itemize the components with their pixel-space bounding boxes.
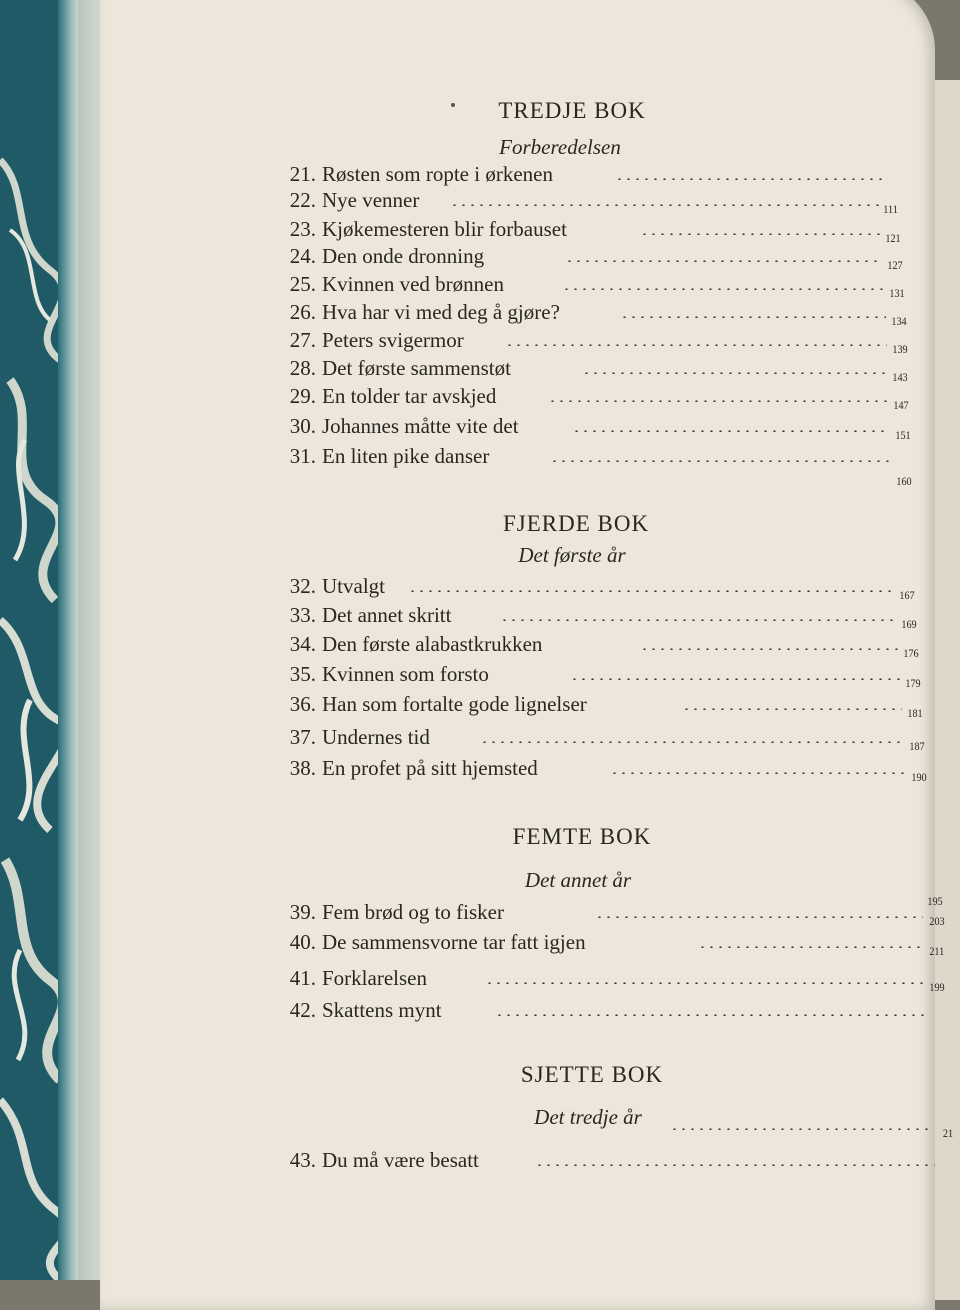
dot-leader [670, 1128, 934, 1130]
entry-number: 32. [289, 574, 316, 598]
dot-leader [572, 430, 890, 432]
dot-leader [698, 946, 924, 948]
dot-leader [535, 1164, 935, 1166]
entry-page: 139 [892, 342, 908, 356]
entry-title: Du må være besatt [322, 1148, 479, 1172]
entry-page: 121 [885, 231, 901, 245]
entry-title: Det første sammenstøt [322, 356, 511, 380]
entry-page: 134 [891, 314, 907, 328]
entry-page: 176 [903, 646, 919, 660]
entry-number: 33. [289, 603, 316, 627]
entry-title: Den første alabastkrukken [322, 632, 543, 656]
dot-leader [582, 372, 888, 374]
entry-number: 38. [289, 756, 316, 780]
entry-title: Den onde dronning [322, 244, 485, 268]
entry-number: 23. [289, 217, 316, 241]
entry-title: De sammensvorne tar fatt igjen [322, 930, 586, 954]
dot-leader [595, 916, 923, 918]
entry-page: 143 [892, 370, 908, 384]
section-heading: FEMTE BOK [512, 824, 652, 849]
entry-page: 195 [927, 894, 943, 908]
entry-number: 22. [289, 188, 316, 212]
entry-title: Peters svigermor [322, 328, 464, 352]
section-subheading: Forberedelsen [499, 135, 621, 159]
entry-title: Hva har vi med deg å gjøre? [322, 300, 560, 324]
dot-leader [408, 590, 894, 592]
entry-title: Johannes måtte vite det [322, 414, 519, 438]
entry-title: Utvalgt [322, 574, 385, 598]
dot-leader [570, 678, 900, 680]
entry-page: 190 [911, 770, 927, 784]
entry-page: 199 [929, 980, 945, 994]
dot-leader [640, 233, 880, 235]
entry-number: 25. [289, 272, 316, 296]
entry-page: 160 [896, 474, 912, 488]
entry-number: 37. [289, 725, 316, 749]
dot-leader [562, 288, 884, 290]
section-heading: SJETTE BOK [520, 1062, 664, 1087]
entry-number: 28. [289, 356, 316, 380]
entry-title: Han som fortalte gode lignelser [322, 692, 587, 716]
entry-number: 34. [289, 632, 316, 656]
dot-leader [495, 1014, 925, 1016]
entry-number: 31. [289, 444, 316, 468]
entry-page: 179 [905, 676, 921, 690]
section-heading: TREDJE BOK [498, 98, 646, 123]
page-speck [451, 103, 455, 107]
dot-leader [548, 400, 888, 402]
entry-page: 131 [889, 286, 905, 300]
entry-number: 39. [289, 900, 316, 924]
entry-title: En liten pike danser [322, 444, 490, 468]
entry-title: En tolder tar avskjed [322, 384, 497, 408]
entry-number: 36. [289, 692, 316, 716]
entry-title: Røsten som ropte i ørkenen [322, 162, 553, 186]
dot-leader [620, 316, 886, 318]
entry-title: Kvinnen som forsto [322, 662, 489, 686]
entry-page: 147 [893, 398, 909, 412]
entry-page: 167 [899, 588, 915, 602]
entry-page: 169 [901, 617, 917, 631]
entry-page: 21 [942, 1126, 954, 1140]
section-subheading: Det tredje år [534, 1105, 642, 1129]
dot-leader [485, 982, 923, 984]
dot-leader [615, 178, 885, 180]
section-subheading: Det første år [518, 543, 626, 567]
dot-leader [565, 260, 883, 262]
entry-number: 21. [289, 162, 316, 186]
entry-number: 30. [289, 414, 316, 438]
entry-title: Nye venner [322, 188, 420, 212]
entry-number: 24. [289, 244, 316, 268]
entry-page: 111 [883, 202, 898, 216]
entry-number: 26. [289, 300, 316, 324]
entry-page: 181 [907, 706, 923, 720]
entry-page: 203 [929, 914, 945, 928]
section-subheading: Det annet år [524, 868, 632, 892]
entry-page: 127 [887, 258, 903, 272]
entry-number: 27. [289, 328, 316, 352]
entry-number: 40. [289, 930, 316, 954]
dot-leader [640, 648, 898, 650]
entry-page: 151 [895, 428, 911, 442]
dot-leader [610, 772, 906, 774]
entry-number: 42. [289, 998, 316, 1022]
dot-leader [450, 204, 880, 206]
dot-leader [505, 344, 887, 346]
entry-title: Forklarelsen [322, 966, 427, 990]
entry-title: Kvinnen ved brønnen [322, 272, 504, 296]
dot-leader [550, 460, 890, 462]
entry-number: 43. [289, 1148, 316, 1172]
dot-leader [500, 619, 896, 621]
section-heading: FJERDE BOK [502, 511, 650, 536]
entry-page: 211 [929, 944, 945, 958]
entry-number: 35. [289, 662, 316, 686]
entry-title: En profet på sitt hjemsted [322, 756, 538, 780]
dot-leader [682, 708, 902, 710]
entry-page: 187 [909, 739, 925, 753]
entry-title: Fem brød og to fisker [322, 900, 504, 924]
entry-title: Skattens mynt [322, 998, 442, 1022]
entry-number: 41. [289, 966, 316, 990]
entry-title: Det annet skritt [322, 603, 452, 627]
dot-leader [480, 741, 904, 743]
entry-number: 29. [289, 384, 316, 408]
entry-title: Undernes tid [322, 725, 430, 749]
entry-title: Kjøkemesteren blir forbauset [322, 217, 567, 241]
